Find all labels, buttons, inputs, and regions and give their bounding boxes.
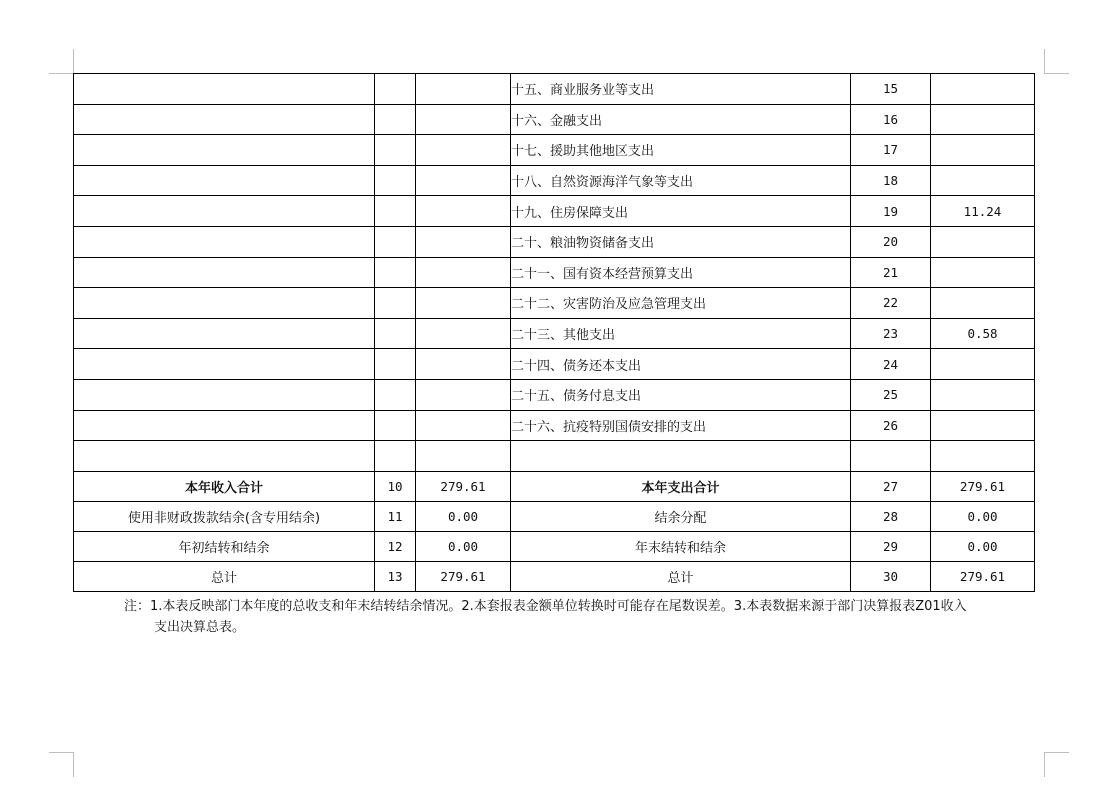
income-amount-cell xyxy=(416,318,511,349)
income-item-cell xyxy=(74,226,375,257)
income-item-cell xyxy=(74,165,375,196)
table-row-empty xyxy=(74,441,1035,472)
income-no-cell xyxy=(375,226,416,257)
expense-amount-cell: 0.00 xyxy=(931,501,1035,531)
income-amount-cell xyxy=(416,288,511,319)
expense-amount-cell xyxy=(931,349,1035,380)
income-no-cell xyxy=(375,196,416,227)
income-no-cell xyxy=(375,74,416,105)
crop-mark-bottom-left xyxy=(49,752,74,777)
expense-item-cell: 十七、援助其他地区支出 xyxy=(511,135,851,166)
expense-no-cell: 28 xyxy=(851,501,931,531)
expense-no-cell: 15 xyxy=(851,74,931,105)
crop-mark-bottom-right xyxy=(1044,752,1069,777)
expense-amount-cell: 279.61 xyxy=(931,561,1035,591)
income-amount-cell xyxy=(416,349,511,380)
expense-no-cell: 16 xyxy=(851,104,931,135)
expense-no-cell: 27 xyxy=(851,471,931,501)
table-row xyxy=(74,74,1035,105)
expense-amount-cell xyxy=(931,288,1035,319)
expense-amount-cell xyxy=(931,441,1035,472)
income-amount-cell xyxy=(416,257,511,288)
expense-no-cell: 22 xyxy=(851,288,931,319)
expense-amount-cell: 0.58 xyxy=(931,318,1035,349)
table-row xyxy=(74,135,1035,166)
income-amount-cell xyxy=(416,74,511,105)
expense-item-cell: 十八、自然资源海洋气象等支出 xyxy=(511,165,851,196)
income-no-cell xyxy=(375,441,416,472)
expense-total-label: 本年支出合计 xyxy=(511,471,851,501)
footnote-line-2: 支出决算总表。 xyxy=(154,620,246,635)
income-no-cell xyxy=(375,165,416,196)
income-amount-cell: 0.00 xyxy=(416,501,511,531)
expense-grand-total-label: 总计 xyxy=(511,561,851,591)
table-row xyxy=(74,288,1035,319)
income-amount-cell: 0.00 xyxy=(416,531,511,561)
table-row xyxy=(74,104,1035,135)
income-amount-cell xyxy=(416,165,511,196)
income-item-cell xyxy=(74,257,375,288)
table-row xyxy=(74,196,1035,227)
expense-no-cell: 19 xyxy=(851,196,931,227)
summary-row-annual-total xyxy=(74,471,1035,501)
income-no-cell: 11 xyxy=(375,501,416,531)
expense-no-cell xyxy=(851,441,931,472)
expense-item-cell: 二十四、债务还本支出 xyxy=(511,349,851,380)
income-item-cell xyxy=(74,74,375,105)
income-item-cell xyxy=(74,410,375,441)
expense-no-cell: 17 xyxy=(851,135,931,166)
income-item-cell xyxy=(74,288,375,319)
expense-item-cell: 十五、商业服务业等支出 xyxy=(511,74,851,105)
income-item-cell xyxy=(74,135,375,166)
table-footnote xyxy=(124,596,1034,638)
income-amount-cell xyxy=(416,196,511,227)
revenue-expenditure-table xyxy=(73,73,1035,592)
income-item-label: 使用非财政拨款结余(含专用结余) xyxy=(74,501,375,531)
income-amount-cell: 279.61 xyxy=(416,561,511,591)
expense-no-cell: 20 xyxy=(851,226,931,257)
expense-item-cell: 二十五、债务付息支出 xyxy=(511,379,851,410)
expense-amount-cell xyxy=(931,165,1035,196)
expense-no-cell: 21 xyxy=(851,257,931,288)
summary-row-carryover xyxy=(74,531,1035,561)
expense-item-cell: 十九、住房保障支出 xyxy=(511,196,851,227)
expense-item-cell: 二十六、抗疫特别国债安排的支出 xyxy=(511,410,851,441)
expense-no-cell: 23 xyxy=(851,318,931,349)
income-amount-cell xyxy=(416,379,511,410)
income-item-label: 年初结转和结余 xyxy=(74,531,375,561)
expense-no-cell: 29 xyxy=(851,531,931,561)
expense-item-cell: 二十一、国有资本经营预算支出 xyxy=(511,257,851,288)
table-row xyxy=(74,318,1035,349)
crop-mark-top-right xyxy=(1044,49,1069,74)
income-amount-cell xyxy=(416,226,511,257)
income-item-cell xyxy=(74,196,375,227)
expense-item-cell: 十六、金融支出 xyxy=(511,104,851,135)
income-amount-cell xyxy=(416,441,511,472)
expense-no-cell: 25 xyxy=(851,379,931,410)
income-amount-cell xyxy=(416,135,511,166)
expense-item-cell: 二十、粮油物资储备支出 xyxy=(511,226,851,257)
expense-amount-cell xyxy=(931,226,1035,257)
table-row xyxy=(74,410,1035,441)
crop-mark-top-left xyxy=(49,49,74,74)
income-item-cell xyxy=(74,318,375,349)
expense-amount-cell xyxy=(931,257,1035,288)
table-row xyxy=(74,226,1035,257)
income-no-cell xyxy=(375,379,416,410)
income-item-cell xyxy=(74,104,375,135)
expense-no-cell: 18 xyxy=(851,165,931,196)
income-no-cell xyxy=(375,318,416,349)
income-no-cell xyxy=(375,288,416,319)
expense-no-cell: 26 xyxy=(851,410,931,441)
table-row xyxy=(74,257,1035,288)
income-no-cell: 12 xyxy=(375,531,416,561)
income-no-cell xyxy=(375,257,416,288)
income-amount-cell xyxy=(416,410,511,441)
income-item-cell xyxy=(74,349,375,380)
income-item-cell xyxy=(74,379,375,410)
income-no-cell: 13 xyxy=(375,561,416,591)
income-grand-total-label: 总计 xyxy=(74,561,375,591)
expense-item-cell: 二十三、其他支出 xyxy=(511,318,851,349)
table-row xyxy=(74,379,1035,410)
table-row xyxy=(74,349,1035,380)
income-no-cell xyxy=(375,349,416,380)
footnote-line-1: 注：1.本表反映部门本年度的总收支和年末结转结余情况。2.本套报表金额单位转换时可能存在尾数误差。3.本表数据来源于部门决算报表Z01收入 xyxy=(124,599,967,614)
summary-row-balance xyxy=(74,501,1035,531)
summary-row-grand-total xyxy=(74,561,1035,591)
expense-amount-cell xyxy=(931,379,1035,410)
expense-item-cell: 二十二、灾害防治及应急管理支出 xyxy=(511,288,851,319)
expense-amount-cell: 0.00 xyxy=(931,531,1035,561)
income-no-cell: 10 xyxy=(375,471,416,501)
expense-item-cell xyxy=(511,441,851,472)
expense-amount-cell xyxy=(931,135,1035,166)
income-no-cell xyxy=(375,104,416,135)
table-row xyxy=(74,165,1035,196)
income-total-label: 本年收入合计 xyxy=(74,471,375,501)
income-no-cell xyxy=(375,410,416,441)
income-no-cell xyxy=(375,135,416,166)
expense-amount-cell xyxy=(931,104,1035,135)
expense-no-cell: 30 xyxy=(851,561,931,591)
income-amount-cell xyxy=(416,104,511,135)
income-amount-cell: 279.61 xyxy=(416,471,511,501)
expense-item-label: 年末结转和结余 xyxy=(511,531,851,561)
expense-amount-cell xyxy=(931,74,1035,105)
expense-amount-cell: 11.24 xyxy=(931,196,1035,227)
expense-no-cell: 24 xyxy=(851,349,931,380)
expense-amount-cell: 279.61 xyxy=(931,471,1035,501)
expense-item-label: 结余分配 xyxy=(511,501,851,531)
expense-amount-cell xyxy=(931,410,1035,441)
income-item-cell xyxy=(74,441,375,472)
